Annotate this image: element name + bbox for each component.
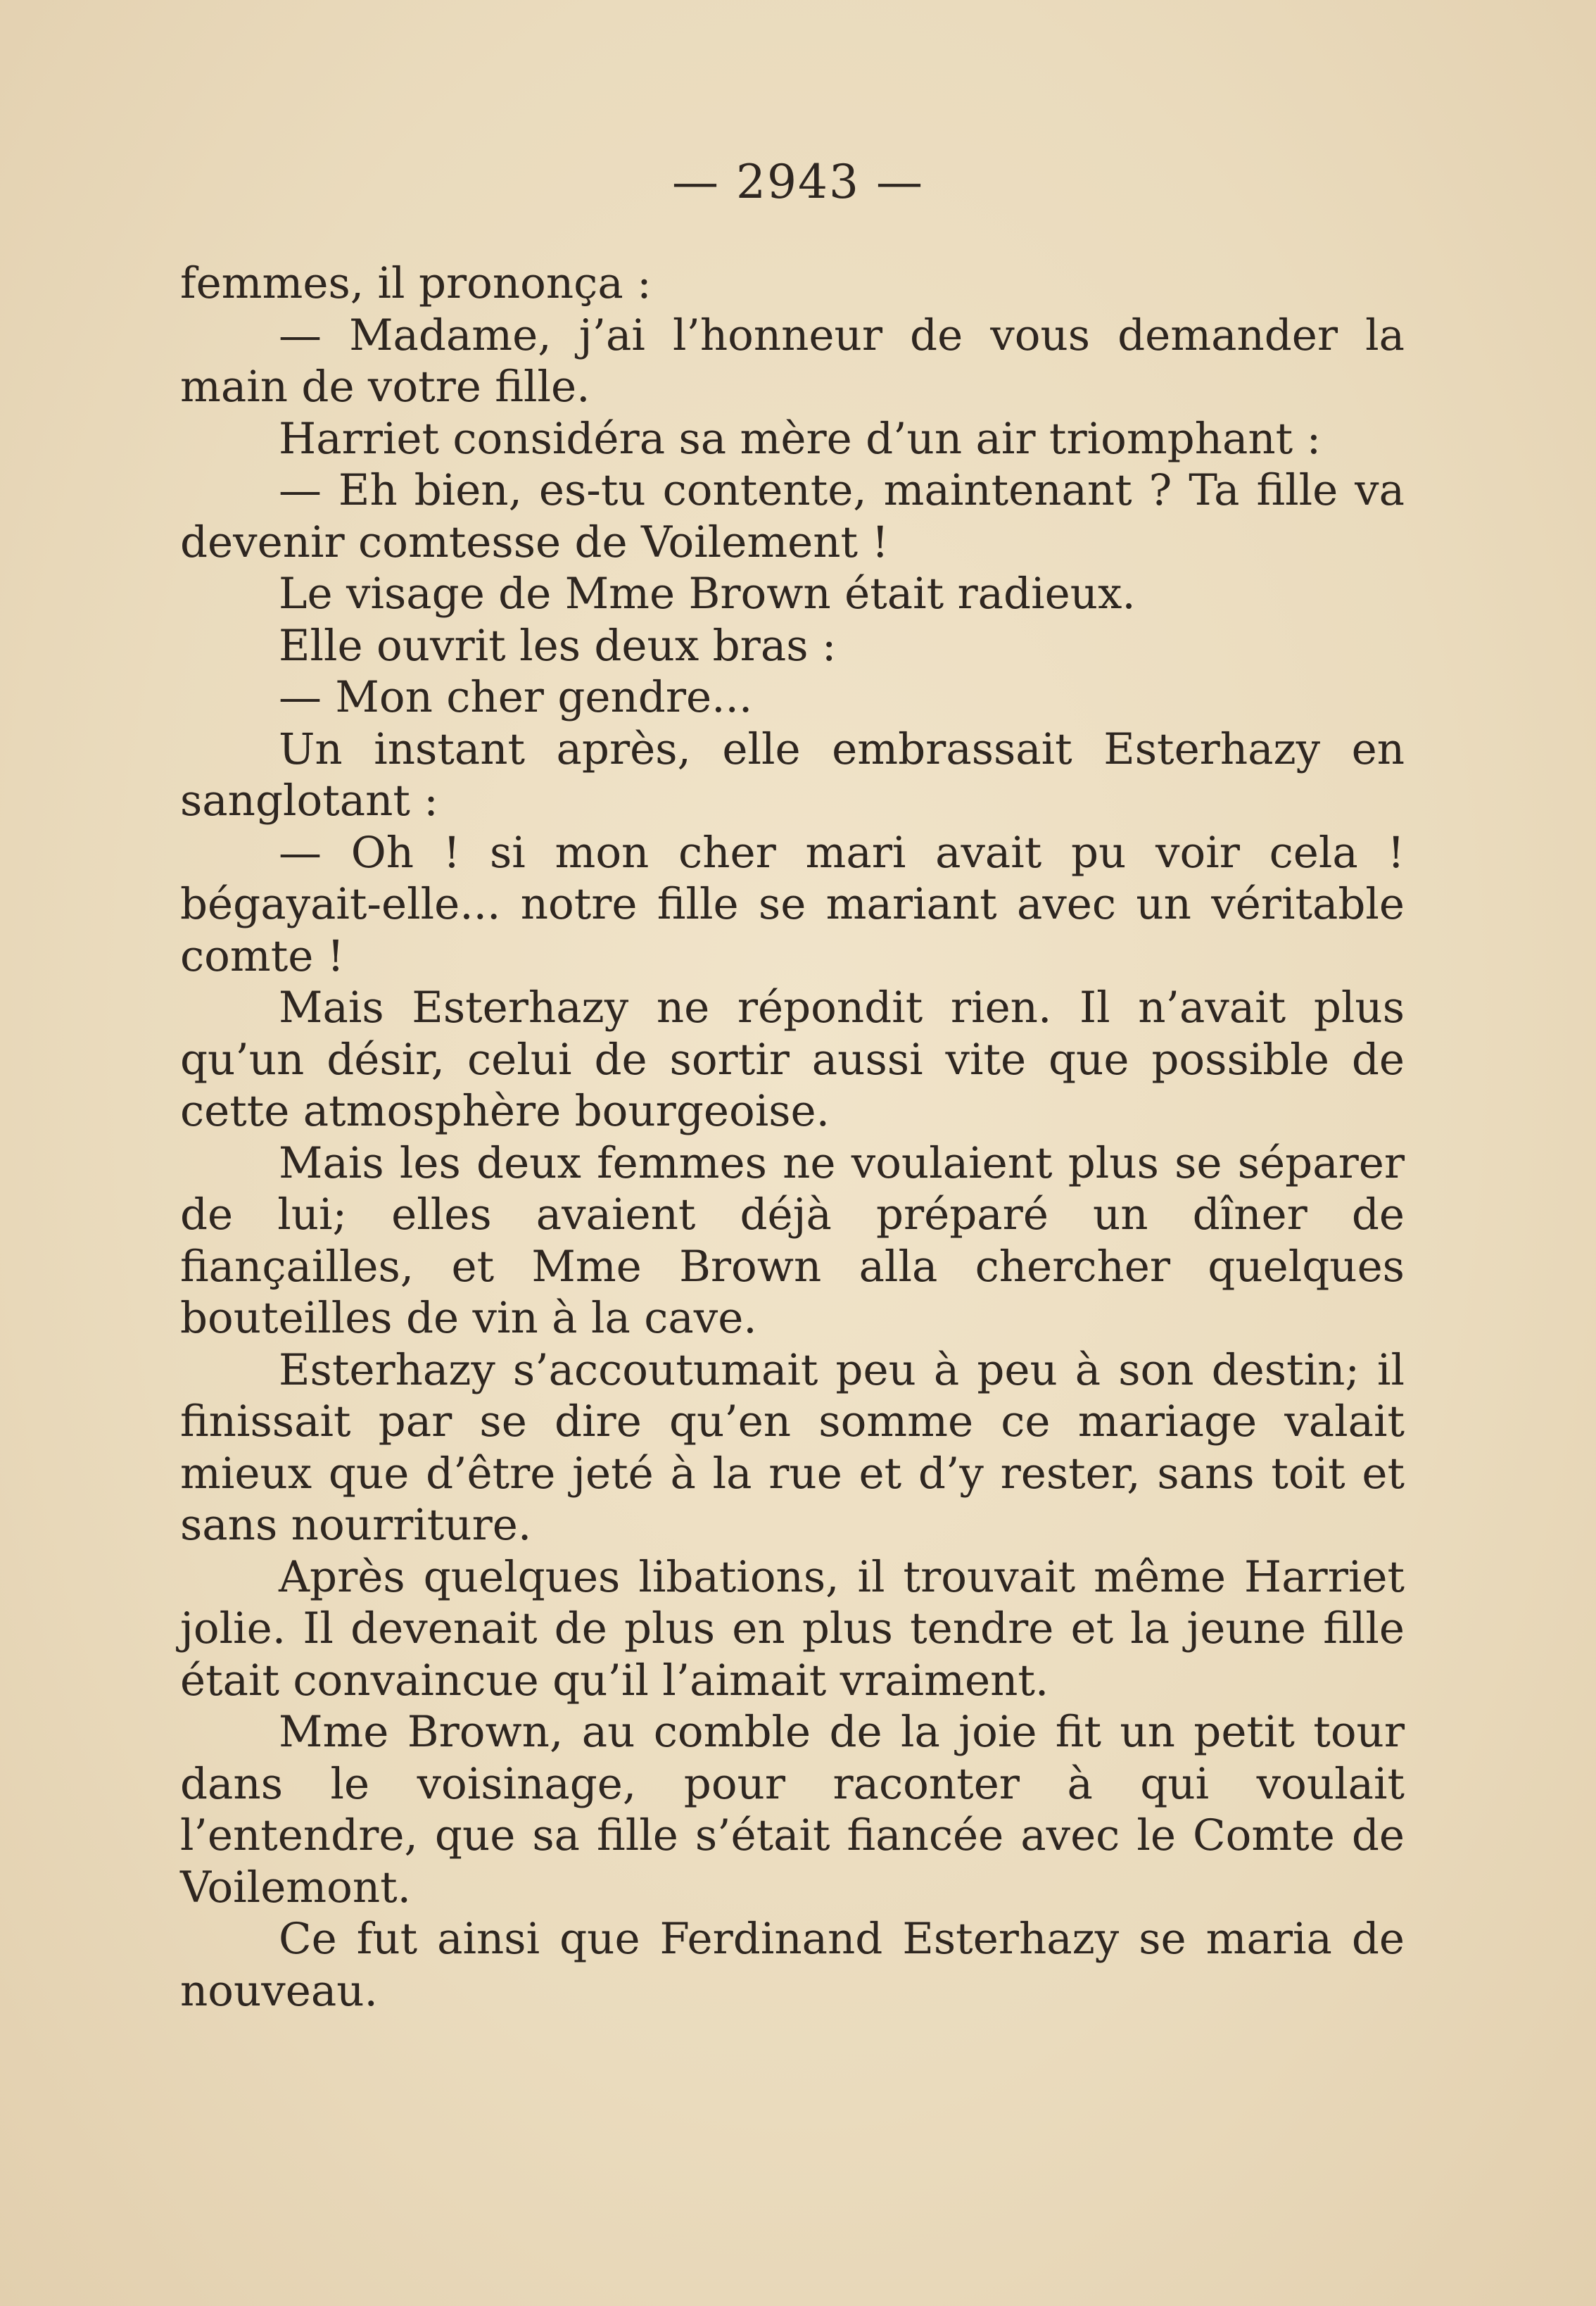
paragraph: Mme Brown, au comble de la joie fit un petit tour dans le voisinage, pour raconter à qui voulait l’entendre, que sa fille s’était fiancée avec le Comte de Voilemont. <box>180 1707 1405 1913</box>
paragraph: Esterhazy s’accoutumait peu à peu à son destin; il finissait par se dire qu’en somme ce mariage valait mieux que d’être jeté à la rue et d’y rester, sans toit et sans nourriture. <box>180 1344 1405 1550</box>
paragraph: Ce fut ainsi que Ferdinand Esterhazy se maria de nouveau. <box>180 1914 1405 2016</box>
paragraph: — Madame, j’ai l’honneur de vous demander la main de votre fille. <box>180 310 1405 412</box>
paragraph: Après quelques libations, il trouvait même Harriet jolie. Il devenait de plus en plus tendre et la jeune fille était convaincue qu’il l’aimait vraiment. <box>180 1551 1405 1706</box>
paragraph: Elle ouvrit les deux bras : <box>279 620 837 671</box>
paragraph: — Eh bien, es-tu contente, maintenant ? Ta fille va devenir comtesse de Voilement ! <box>180 465 1405 567</box>
paragraph: Un instant après, elle embrassait Esterhazy en sanglotant : <box>180 724 1405 826</box>
paragraph: Mais les deux femmes ne voulaient plus se séparer de lui; elles avaient déjà préparé un dîner de fiançailles, et Mme Brown alla chercher quelques bouteilles de vin à la cave. <box>180 1138 1405 1343</box>
paragraph: Harriet considéra sa mère d’un air triomphant : <box>279 413 1322 464</box>
paragraph: Mais Esterhazy ne répondit rien. Il n’avait plus qu’un désir, celui de sortir aussi vite que possible de cette atmosphère bourgeoise. <box>180 983 1405 1136</box>
paragraph: femmes, il prononça : <box>180 258 652 308</box>
paragraph: Le visage de Mme Brown était radieux. <box>279 569 1136 619</box>
body-text <box>180 258 1405 2017</box>
page-number: — 2943 — <box>672 155 924 209</box>
paragraph: — Oh ! si mon cher mari avait pu voir cela ! bégayait-elle... notre fille se mariant avec un véritable comte ! <box>180 827 1405 981</box>
paragraph: — Mon cher gendre... <box>279 672 753 722</box>
